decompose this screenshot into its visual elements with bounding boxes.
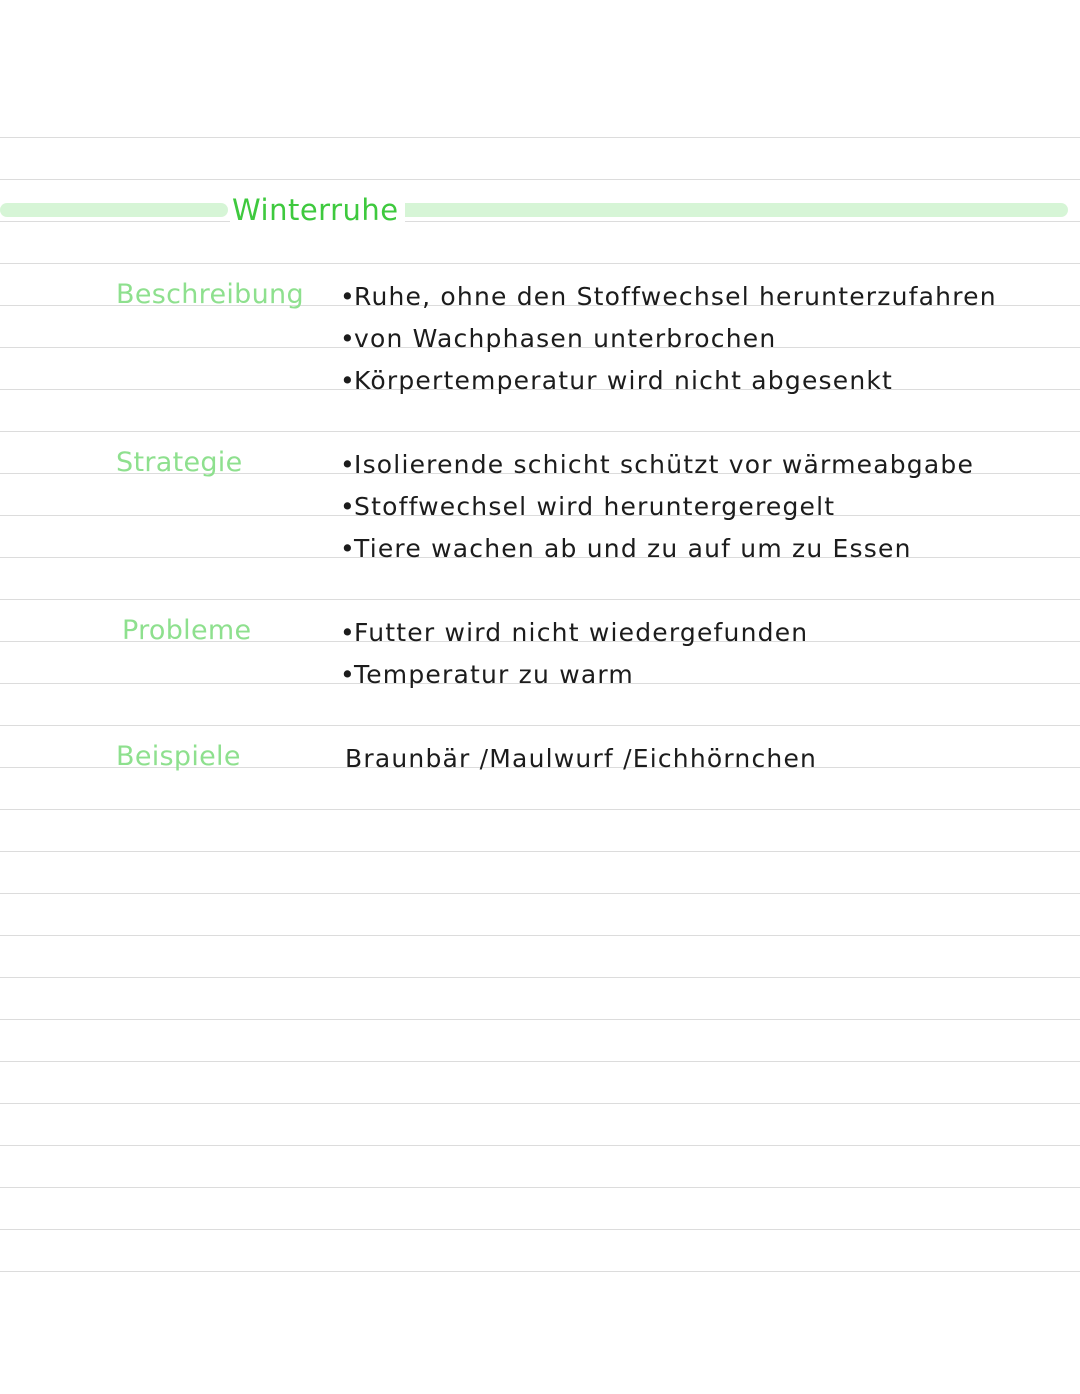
rule-line bbox=[0, 599, 1080, 600]
bullet-icon: • bbox=[340, 450, 356, 479]
rule-line bbox=[0, 431, 1080, 432]
rule-line bbox=[0, 137, 1080, 138]
list-item: •Tiere wachen ab und zu auf um zu Essen bbox=[340, 528, 974, 570]
list-item: •Körpertemperatur wird nicht abgesenkt bbox=[340, 360, 997, 402]
rule-line bbox=[0, 893, 1080, 894]
rule-line bbox=[0, 1271, 1080, 1272]
rule-line bbox=[0, 977, 1080, 978]
rule-line bbox=[0, 809, 1080, 810]
bullet-icon: • bbox=[340, 282, 356, 311]
list-item: •Ruhe, ohne den Stoffwechsel herunterzufahren bbox=[340, 276, 997, 318]
bullet-icon: • bbox=[340, 534, 356, 563]
list-item: •Temperatur zu warm bbox=[340, 654, 808, 696]
rule-line bbox=[0, 1145, 1080, 1146]
probleme-list bbox=[340, 612, 808, 696]
page-title: Winterruhe bbox=[230, 193, 405, 227]
section-label-strategie: Strategie bbox=[116, 447, 243, 478]
bullet-icon: • bbox=[340, 660, 356, 689]
beschreibung-list bbox=[340, 276, 997, 402]
rule-line bbox=[0, 179, 1080, 180]
rule-line bbox=[0, 1229, 1080, 1230]
rule-line bbox=[0, 1187, 1080, 1188]
list-item: •Stoffwechsel wird heruntergeregelt bbox=[340, 486, 974, 528]
title-highlight-right bbox=[392, 203, 1068, 217]
rule-line bbox=[0, 851, 1080, 852]
beispiele-text: Braunbär /Maulwurf /Eichhörnchen bbox=[345, 744, 818, 773]
list-item: •Futter wird nicht wiedergefunden bbox=[340, 612, 808, 654]
bullet-icon: • bbox=[340, 324, 356, 353]
rule-line bbox=[0, 935, 1080, 936]
rule-line bbox=[0, 1019, 1080, 1020]
bullet-icon: • bbox=[340, 492, 356, 521]
rule-line bbox=[0, 221, 1080, 222]
strategie-list bbox=[340, 444, 974, 570]
rule-line bbox=[0, 1103, 1080, 1104]
list-item: •Isolierende schicht schützt vor wärmeabgabe bbox=[340, 444, 974, 486]
rule-line bbox=[0, 1061, 1080, 1062]
bullet-icon: • bbox=[340, 366, 356, 395]
list-item: •von Wachphasen unterbrochen bbox=[340, 318, 997, 360]
section-label-beschreibung: Beschreibung bbox=[116, 279, 304, 310]
section-label-beispiele: Beispiele bbox=[116, 741, 241, 772]
rule-line bbox=[0, 263, 1080, 264]
bullet-icon: • bbox=[340, 618, 356, 647]
section-label-probleme: Probleme bbox=[122, 615, 252, 646]
title-highlight-left bbox=[0, 203, 228, 217]
rule-line bbox=[0, 725, 1080, 726]
